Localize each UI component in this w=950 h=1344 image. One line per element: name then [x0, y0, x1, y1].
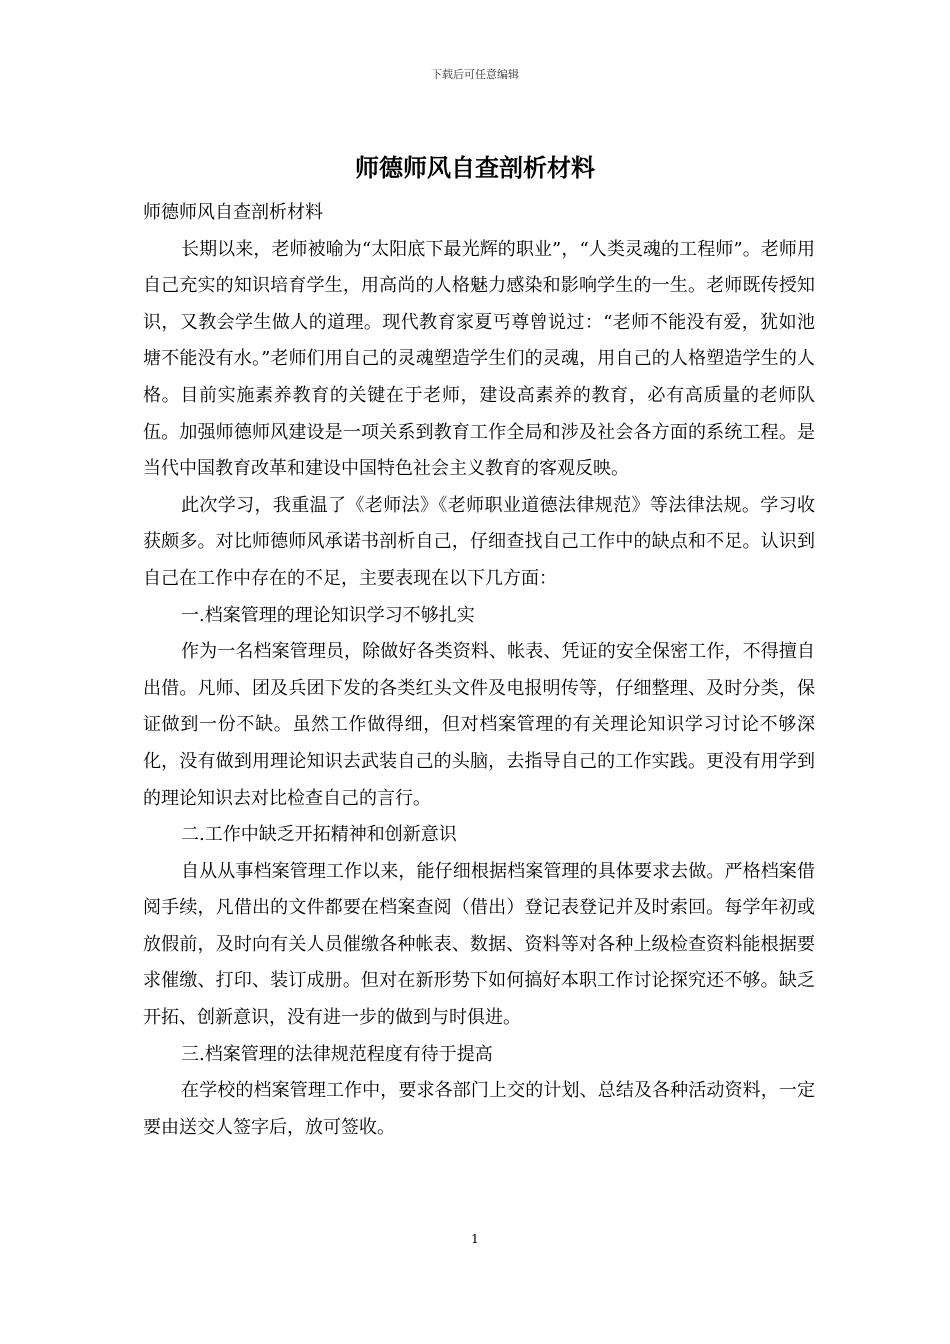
document-title: 师德师风自查剖析材料 — [355, 154, 595, 182]
body-paragraph-0: 师德师风自查剖析材料 — [143, 202, 323, 223]
body-paragraph-1: 长期以来，老师被喻为“太阳底下最光辉的职业”，“人类灵魂的工程师”。老师用自己充实的知识培育学生，用高尚的人格魅力感染和影响学生的一生。老师既传授知识，又教会学生做人的道理。现代教育家夏丐尊曾说过：“老师不能没有爱，犹如池塘不能没有水。”老师们用自己的灵魂塑造学生们的灵魂，用自己的人格塑造学生的人格。目前实施素养教育的关键在于老师，建设高素养的教育，必有高质量的老师队伍。加强师德师风建设是一项关系到教育工作全局和涉及社会各方面的系统工程。是当代中国教育改革和建设中国特色社会主义教育的客观反映。 — [143, 238, 815, 480]
header-note: 下载后可任意编辑 — [431, 68, 519, 81]
section-heading-2: 二.工作中缺乏开拓精神和创新意识 — [181, 824, 457, 846]
section-heading-1: 一.档案管理的理论知识学习不够扎实 — [181, 604, 475, 626]
body-paragraph-2: 此次学习，我重温了《老师法》《老师职业道德法律规范》等法律法规。学习收获颇多。对比师德师风承诺书剖析自己，仔细查找自己工作中的缺点和不足。认识到自己在工作中存在的不足，主要表现在以下几方面： — [143, 494, 815, 589]
body-paragraph-4: 作为一名档案管理员，除做好各类资料、帐表、凭证的安全保密工作，不得擅自出借。凡师、团及兵团下发的各类红头文件及电报明传等，仔细整理、及时分类，保证做到一份不缺。虽然工作做得细，但对档案管理的有关理论知识学习讨论不够深化，没有做到用理论知识去武装自己的头脑，去指导自己的工作实践。更没有用学到的理论知识去对比检查自己的言行。 — [143, 641, 815, 809]
page-number: 1 — [471, 1232, 479, 1246]
body-paragraph-6: 自从从事档案管理工作以来，能仔细根据档案管理的具体要求去做。严格档案借阅手续，凡借出的文件都要在档案查阅（借出）登记表登记并及时索回。每学年初或放假前，及时向有关人员催缴各种帐表、数据、资料等对各种上级检查资料能根据要求催缴、打印、装订成册。但对在新形势下如何搞好本职工作讨论探究还不够。缺乏开拓、创新意识，没有进一步的做到与时俱进。 — [143, 860, 815, 1029]
document-body — [143, 195, 815, 1146]
section-heading-3: 三.档案管理的法律规范程度有待于提高 — [181, 1043, 493, 1065]
body-paragraph-8: 在学校的档案管理工作中，要求各部门上交的计划、总结及各种活动资料，一定要由送交人签字后，放可签收。 — [143, 1080, 815, 1138]
